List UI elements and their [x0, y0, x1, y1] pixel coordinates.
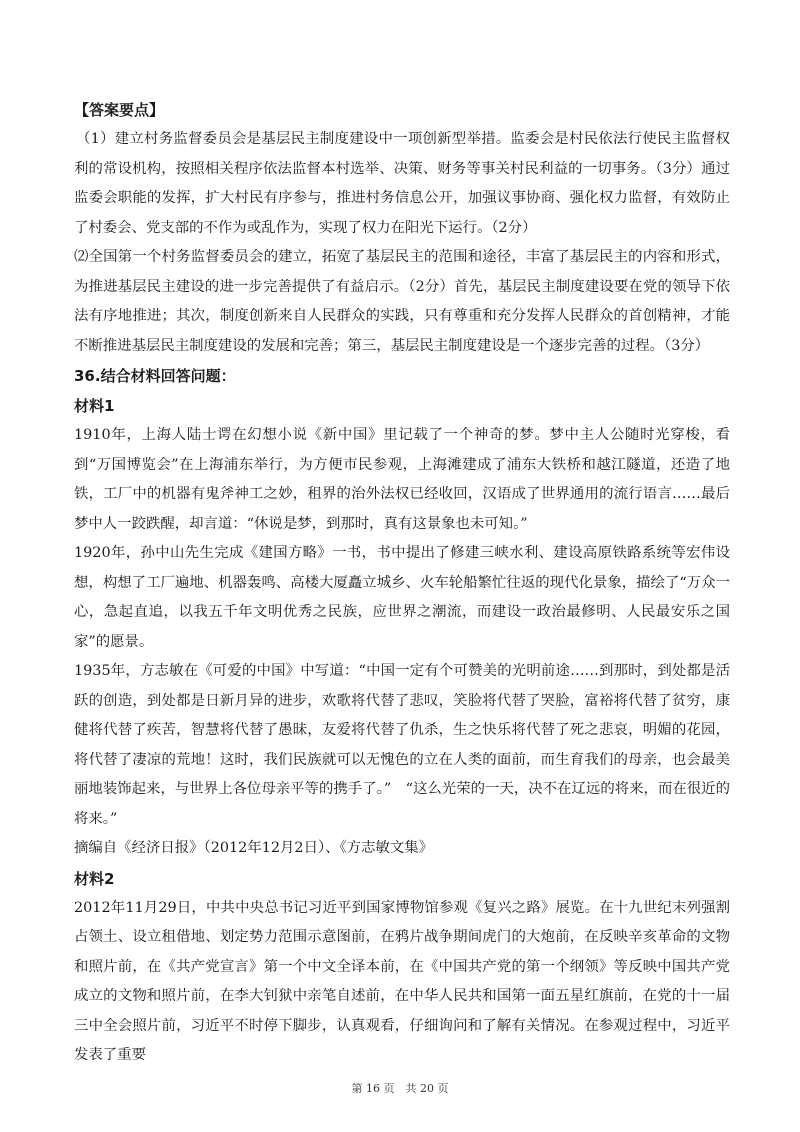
answer-heading: 【答案要点】 — [74, 101, 165, 119]
material-1-source: 摘编自《经济日报》（2012年12月2日）、《方志敏文集》 — [74, 840, 434, 856]
page-footer: 第 16 页 共 20 页 — [351, 1082, 449, 1095]
material-1-paragraph-1935: 1935年，方志敏在《可爱的中国》中写道：“中国一定有个可赞美的光明前途……到那时，到处都是活跃的创造，到处都是日新月异的进步，欢歌将代替了悲叹，笑脸将代替了哭脸，富裕将代替了贫穷，康健将代替了疾苦，智慧将代替了愚昧，友爱将代替了仇杀，生之快乐将代替了死之悲哀，明媚的花园，将代替了凄凉的荒地！这时，我们民族就可以无愧色的立在人类的面前，而生育我们的母亲，也会最美丽地装饰起来，与世界上各位母亲平等的携手了。” “这么光荣的一天，决不在辽远的将来，而在很近的将来。” — [74, 663, 730, 827]
material-2-title: 材料2 — [74, 869, 115, 888]
answer-paragraph-2: ⑵全国第一个村务监督委员会的建立，拓宽了基层民主的范围和途径，丰富了基层民主的内容和形式，为推进基层民主建设的进一步完善提供了有益启示。（2分）首先，基层民主制度建设要在党的领导下依法有序地推进；其次，制度创新来自人民群众的实践，只有尊重和充分发挥人民群众的首创精神，才能不断推进基层民主制度建设的发展和完善；第三，基层民主制度建设是一个逐步完善的过程。（3分） — [74, 249, 730, 354]
material-1-title: 材料1 — [74, 397, 115, 415]
material-2-paragraph-1: 2012年11月29日，中共中央总书记习近平到国家博物馆参观《复兴之路》展览。在十九世纪末列强割占领土、设立租借地、划定势力范围示意图前，在鸦片战争期间虎门的大炮前，在反映辛亥革命的文物和照片前，在《共产党宣言》第一个中文全译本前，在《中国共产党的第一个纲领》等反映中国共产党成立的文物和照片前，在李大钊狱中亲笔自述前，在中华人民共和国第一面五星红旗前，在党的十一届三中全会照片前，习近平不时停下脚步，认真观看，仔细询问和了解有关情况。在参观过程中，习近平发表了重要 — [74, 899, 730, 1063]
question-36-heading: 36.结合材料回答问题： — [74, 367, 236, 385]
document-body — [74, 95, 730, 1071]
answer-paragraph-1: （1）建立村务监督委员会是基层民主制度建设中一项创新型举措。监委会是村民依法行使民主监督权利的常设机构，按照相关程序依法监督本村选举、决策、财务等事关村民利益的一切事务。（3分）通过监委会职能的发挥，扩大村民有序参与，推进村务信息公开，加强议事协商、强化权力监督，有效防止了村委会、党支部的不作为或乱作为，实现了权力在阳光下运行。（2分） — [74, 131, 730, 236]
material-1-paragraph-1910: 1910年，上海人陆士谔在幻想小说《新中国》里记载了一个神奇的梦。梦中主人公随时光穿梭，看到“万国博览会”在上海浦东举行，为方便市民参观，上海滩建成了浦东大铁桥和越江隧道，还造了地铁，工厂中的机器有鬼斧神工之妙，租界的治外法权已经收回，汉语成了世界通用的流行语言……最后梦中人一跤跌醒，却言道：“休说是梦，到那时，真有这景象也未可知。” — [74, 427, 730, 532]
material-1-paragraph-1920: 1920年，孙中山先生完成《建国方略》一书，书中提出了修建三峡水利、建设高原铁路系统等宏伟设想，构想了工厂遍地、机器轰鸣、高楼大厦矗立城乡、火车轮船繁忙往返的现代化景象，描绘了“万众一心，急起直追，以我五千年文明优秀之民族，应世界之潮流，而建设一政治最修明、人民最安乐之国家”的愿景。 — [74, 545, 730, 650]
